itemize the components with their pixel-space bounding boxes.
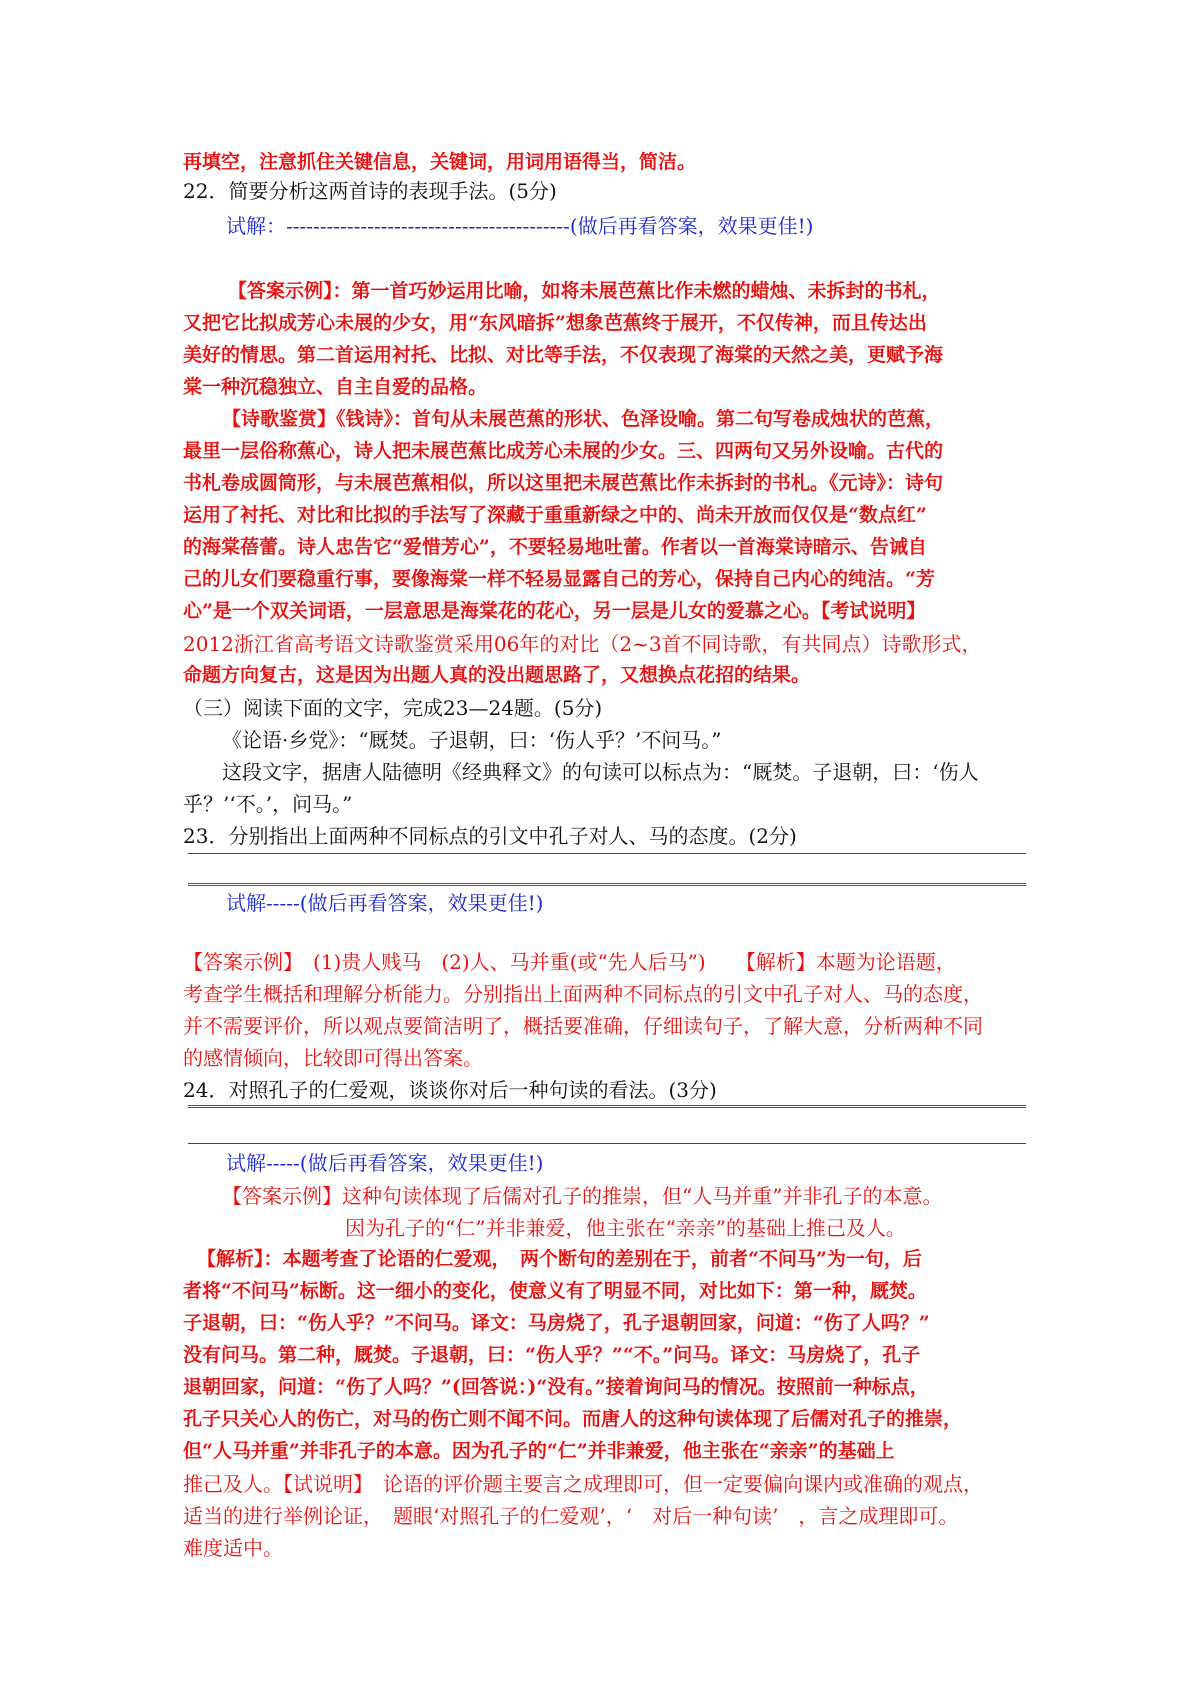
- exam-note-line: 适当的进行举例论证， 题眼‘对照孔子的仁爱观’，‘ 对后一种句读’ ，言之成理即可。: [183, 1504, 959, 1528]
- answer-example-22: 【答案示例】：第一首巧妙运用比喻，如将未展芭蕉比作未燃的蜡烛、未拆封的书札，: [228, 280, 941, 302]
- instruction-note: 再填空，注意抓住关键信息，关键词，用词用语得当，简洁。: [183, 151, 697, 173]
- analysis-text-line: 但“人马并重”并非孔子的本意。因为孔子的“仁”并非兼爱，他主张在“亲亲”的基础上: [183, 1440, 895, 1462]
- answer-example-23: 【答案示例】 (1)贵人贱马 (2)人、马并重(或“先人后马”) 【解析】本题为论语题，: [183, 950, 956, 974]
- passage-line: 乎？’‘不。’，问马。”: [183, 792, 353, 816]
- answer-line: [188, 1105, 1026, 1108]
- quoted-text: 《论语·乡党》：“厩焚。子退朝，曰：‘伤人乎？’不问马。”: [222, 728, 722, 752]
- answer-text-line: 美好的情思。第二首运用衬托、比拟、对比等手法，不仅表现了海棠的天然之美，更赋予海: [183, 344, 944, 366]
- exam-note-line: 难度适中。: [183, 1536, 283, 1560]
- exam-note-line: 推己及人。【试说明】 论语的评价题主要言之成理即可，但一定要偏向课内或准确的观点，: [183, 1472, 983, 1496]
- appreciation-text-line: 最里一层俗称蕉心，诗人把未展芭蕉比成芳心未展的少女。三、四两句又另外设喻。古代的: [183, 440, 944, 462]
- try-answer-prompt: 试解-----(做后再看答案，效果更佳!): [226, 1151, 544, 1175]
- analysis-text-line: 并不需要评价，所以观点要简洁明了，概括要准确，仔细读句子，了解大意，分析两种不同: [183, 1014, 983, 1038]
- answer-line: [188, 853, 1026, 854]
- exam-note-line: 命题方向复古，这是因为出题人真的没出题思路了，又想换点花招的结果。: [183, 664, 811, 686]
- appreciation-text-line: 运用了衬托、对比和比拟的手法写了深藏于重重新绿之中的、尚未开放而仅仅是“数点红”: [183, 504, 927, 526]
- analysis-24: 【解析】：本题考查了论语的仁爱观， 两个断句的差别在于，前者“不问马”为一句，后: [197, 1248, 922, 1270]
- exam-note-line: 2012浙江省高考语文诗歌鉴赏采用06年的对比（2~3首不同诗歌，有共同点）诗歌形式，: [183, 632, 982, 656]
- answer-text-line: 棠一种沉稳独立、自主自爱的品格。: [183, 376, 488, 398]
- analysis-text-line: 子退朝，曰：“伤人乎？”不问马。译文：马房烧了，孔子退朝回家，问道：“伤了人吗？”: [183, 1312, 930, 1334]
- answer-text-line: 因为孔子的“仁”并非兼爱，他主张在“亲亲”的基础上推己及人。: [345, 1216, 906, 1240]
- analysis-text-line: 者将“不问马”标断。这一细小的变化，使意义有了明显不同，对比如下：第一种，厩焚。: [183, 1280, 927, 1302]
- appreciation-text-line: 心”是一个双关词语，一层意思是海棠花的花心，另一层是儿女的爱慕之心。【考试说明】: [183, 600, 926, 622]
- question-24: 24．对照孔子的仁爱观，谈谈你对后一种句读的看法。(3分): [183, 1078, 717, 1102]
- try-answer-prompt: 试解-----(做后再看答案，效果更佳!): [226, 891, 544, 915]
- answer-text-line: 又把它比拟成芳心未展的少女，用“东风暗拆”想象芭蕉终于展开，不仅传神，而且传达出: [183, 312, 927, 334]
- answer-line: [188, 883, 1026, 886]
- analysis-text-line: 孔子只关心人的伤亡，对马的伤亡则不闻不问。而唐人的这种句读体现了后儒对孔子的推崇，: [183, 1408, 963, 1430]
- passage-line: 这段文字，据唐人陆德明《经典释文》的句读可以标点为：“厩焚。子退朝，曰：‘伤人: [222, 760, 979, 784]
- appreciation-text-line: 的海棠蓓蕾。诗人忠告它“爱惜芳心”，不要轻易地吐蕾。作者以一首海棠诗暗示、告诫自: [183, 536, 927, 558]
- appreciation-text-line: 书札卷成圆筒形，与未展芭蕉相似，所以这里把未展芭蕉比作未拆封的书札。《元诗》：诗句: [183, 472, 944, 494]
- answer-example-24: 【答案示例】这种句读体现了后儒对孔子的推崇，但“人马并重”并非孔子的本意。: [222, 1184, 943, 1208]
- analysis-text-line: 考查学生概括和理解分析能力。分别指出上面两种不同标点的引文中孔子对人、马的态度，: [183, 982, 983, 1006]
- try-answer-prompt: 试解：------------------------------------------(做后再看答案，效果更佳!): [226, 214, 814, 238]
- section-3-heading: （三）阅读下面的文字，完成23—24题。(5分): [183, 696, 603, 720]
- question-22: 22．简要分析这两首诗的表现手法。(5分): [183, 179, 557, 203]
- question-23: 23．分别指出上面两种不同标点的引文中孔子对人、马的态度。(2分): [183, 824, 797, 848]
- analysis-text-line: 的感情倾向，比较即可得出答案。: [183, 1046, 483, 1070]
- appreciation-text-line: 己的儿女们要稳重行事，要像海棠一样不轻易显露自己的芳心，保持自己内心的纯洁。“芳: [183, 568, 935, 590]
- answer-line: [188, 1143, 1026, 1144]
- poetry-appreciation: 【诗歌鉴赏】《钱诗》：首句从未展芭蕉的形状、色泽设喻。第二句写卷成烛状的芭蕉，: [222, 408, 945, 430]
- analysis-text-line: 没有问马。第二种，厩焚。子退朝，曰：“伤人乎？”“不。”问马。译文：马房烧了，孔子: [183, 1344, 921, 1366]
- analysis-text-line: 退朝回家，问道：“伤了人吗？”(回答说：)“没有。”接着询问马的情况。按照前一种标点，: [183, 1376, 929, 1398]
